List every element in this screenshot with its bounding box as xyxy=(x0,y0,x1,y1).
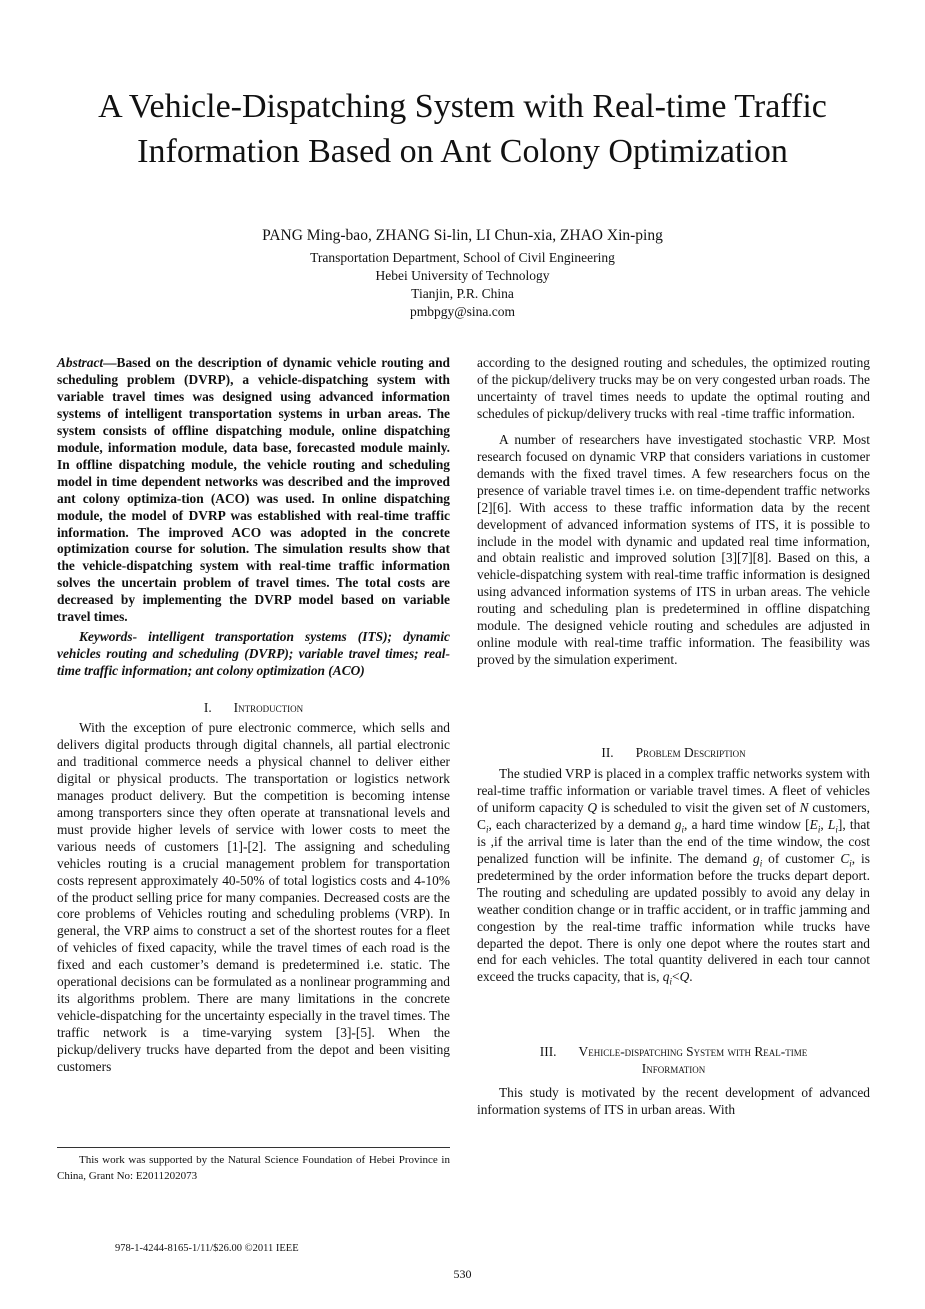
keywords-text: Keywords- intelligent transportation systems (ITS); dynamic vehicles routing and scheduling (DVRP); variable travel times; real-time traffic information; ant colony optimization (ACO) xyxy=(57,629,450,678)
text-run: ], that is ,if the arrival time is later than the end of the time window, the cost penalized function will be infinite. The demand xyxy=(477,816,871,866)
intro-section xyxy=(57,720,450,1076)
title-line: A Vehicle-Dispatching System with Real-time Traffic xyxy=(98,88,827,125)
text-run: of customer xyxy=(762,850,841,866)
subscript: i xyxy=(669,977,672,988)
section-number: I. xyxy=(203,700,212,715)
text-run: . xyxy=(689,969,693,985)
text-run: , each characterized by a demand xyxy=(488,816,675,832)
math-symbol: q xyxy=(662,969,670,985)
text-run: The studied VRP is placed in a complex traffic networks system with real-time traffic information or variable travel times. A fleet of vehicles of uniform capacity xyxy=(477,766,870,815)
section-title: Introduction xyxy=(233,700,304,715)
keywords xyxy=(57,629,450,680)
subscript: i xyxy=(681,824,684,835)
intro-continued xyxy=(477,355,870,669)
math-symbol: Q xyxy=(587,799,598,815)
paper-title xyxy=(0,84,925,174)
abstract xyxy=(57,355,450,626)
section-title: Problem Description xyxy=(635,745,746,760)
subscript: i xyxy=(835,824,838,835)
email[interactable]: pmbpgy@sina.com xyxy=(409,304,516,319)
math-symbol: C xyxy=(840,850,850,866)
abstract-text: —Based on the description of dynamic vehicle routing and scheduling problem (DVRP), a vehicle-dispatching system with variable travel times was designed using advanced information systems of intelligent transportation systems in urban areas. The system consists of offline dispatching module, online dispatching module, information module, data base, forecasted module mainly. In offline dispatching module, the vehicle routing and scheduling model in time dependent networks was described and the improved ant colony optimiza-tion (ACO) was used. In online dispatching module, the model of DVRP was established with real-time traffic information. The improved ACO was adopted in the concrete optimization course for solution. The simulation results show that the vehicle-dispatching system with real-time traffic information solves the uncertain problem of travel times. The total costs are decreased by implementing the DVRP model based on variable travel times. xyxy=(57,355,450,625)
subscript: i xyxy=(849,858,852,869)
section-title: Vehicle-dispatching System with Real-time xyxy=(578,1044,808,1059)
subscript: i xyxy=(485,824,489,835)
section-heading-problem xyxy=(477,745,870,762)
isbn-line: 978-1-4244-8165-1/11/$26.00 ©2011 IEEE xyxy=(115,1243,299,1254)
section-number: III. xyxy=(539,1044,557,1059)
text-run: , is predetermined by the order information before the trucks depart deport. The routing and scheduling are updated possibly to avoid any delay in weather condition change or in traffic accident, or in traffic jamming and congestion by the real-time traffic information while trucks have departed the depot. There is only one depot where the routes start and end for each vehicles. The total quantity delivered in each tour cannot exceed the trucks capacity, that is, xyxy=(477,850,870,985)
authors: PANG Ming-bao, ZHANG Si-lin, LI Chun-xia, ZHAO Xin-ping xyxy=(262,227,663,244)
system-section xyxy=(477,1085,870,1119)
math-symbol: N xyxy=(799,799,809,815)
math-symbol: g xyxy=(674,816,682,832)
system-paragraph: This study is motivated by the recent development of advanced information systems of ITS in urban areas. With xyxy=(477,1085,870,1117)
section-number: II. xyxy=(601,745,614,760)
math-symbol: Q xyxy=(679,969,690,985)
math-symbol: L xyxy=(827,816,836,832)
footnote-divider xyxy=(57,1147,450,1148)
text-run: customers, C xyxy=(477,799,870,832)
section-heading-system xyxy=(477,1044,870,1078)
intro-paragraph: With the exception of pure electronic commerce, which sells and delivers digital products through digital channels, all partial electronic and traditional commerce needs a physical channel to deliver either digital or physical products. The transportation or logistics network manages product delivery. But the competition is becoming intense among transporters since they often operate at transnational levels and must provide higher levels of service with lower costs to meet the various needs of customers [1]-[2]. The assigning and scheduling vehicles routing is a crucial management problem for transportation costs represent approximately 40-50% of total logistics costs and 4-10% of the product selling price for many companies. Decreased costs are the core problems of Vehicles routing and scheduling problems (VRP). In general, the VRP aims to construct a set of the shortest routes for a fleet of vehicles of fixed capacity, while the travel times of each road is the fixed and each customer’s demand is predetermined i.e. static. The operational decisions can be formulated as a nonlinear programming and its algorithms problem. There are many limitations in the concrete vehicle-dispatching for the uncertainty especially in the travel times. The traffic network is a time-varying system [3]-[5]. When the pickup/delivery trucks have departed from the depot and been visiting customers xyxy=(57,720,450,1075)
footnote: This work was supported by the Natural Science Foundation of Hebei Province in China, Grant No: E2011202073 xyxy=(57,1154,450,1182)
problem-section xyxy=(477,766,870,986)
text-run: , xyxy=(820,816,828,832)
paragraph: according to the designed routing and schedules, the optimized routing of the pickup/delivery trucks may be on very congested urban roads. The uncertainty of travel times needs to update the optimal routing and schedules of pickup/delivery trucks with real -time traffic information. xyxy=(477,355,870,421)
department: Transportation Department, School of Civil Engineering xyxy=(310,250,615,265)
subscript: i xyxy=(759,858,763,869)
location: Tianjin, P.R. China xyxy=(411,286,514,301)
page-number: 530 xyxy=(453,1267,472,1281)
paragraph: A number of researchers have investigated stochastic VRP. Most research focused on dynamic VRP that considers variations in customer demands with the fixed travel times. A few researchers focus on the presence of variable travel times i.e. on time-dependent traffic networks [2][6]. With access to these traffic information data by the recent development of advanced information systems of ITS, it is possible to include in the model with dynamic and updated real time information, and obtain realistic and improved solution [3][7][8]. Based on this, a vehicle-dispatching system with real-time traffic information is designed using advanced information systems of ITS in urban areas. The vehicle routing and scheduling plan is predetermined in offline dispatching module. The designed vehicle routing and schedules are adjusted in online module with real-time traffic information. The feasibility was proved by the simulation experiment. xyxy=(477,431,870,668)
problem-paragraph xyxy=(477,766,870,986)
text-run: , a hard time window [ xyxy=(684,816,810,832)
abstract-label: Abstract xyxy=(57,355,104,370)
text-run: is scheduled to visit the given set of xyxy=(597,799,800,815)
subscript: i xyxy=(817,824,821,835)
text-run: < xyxy=(672,969,680,985)
section-title-cont: Information xyxy=(641,1060,706,1076)
math-symbol: g xyxy=(753,850,760,866)
math-symbol: E xyxy=(809,816,818,832)
title-line: Information Based on Ant Colony Optimization xyxy=(137,133,788,170)
affiliation xyxy=(0,249,925,321)
section-heading-intro xyxy=(57,700,450,717)
university: Hebei University of Technology xyxy=(375,268,550,283)
